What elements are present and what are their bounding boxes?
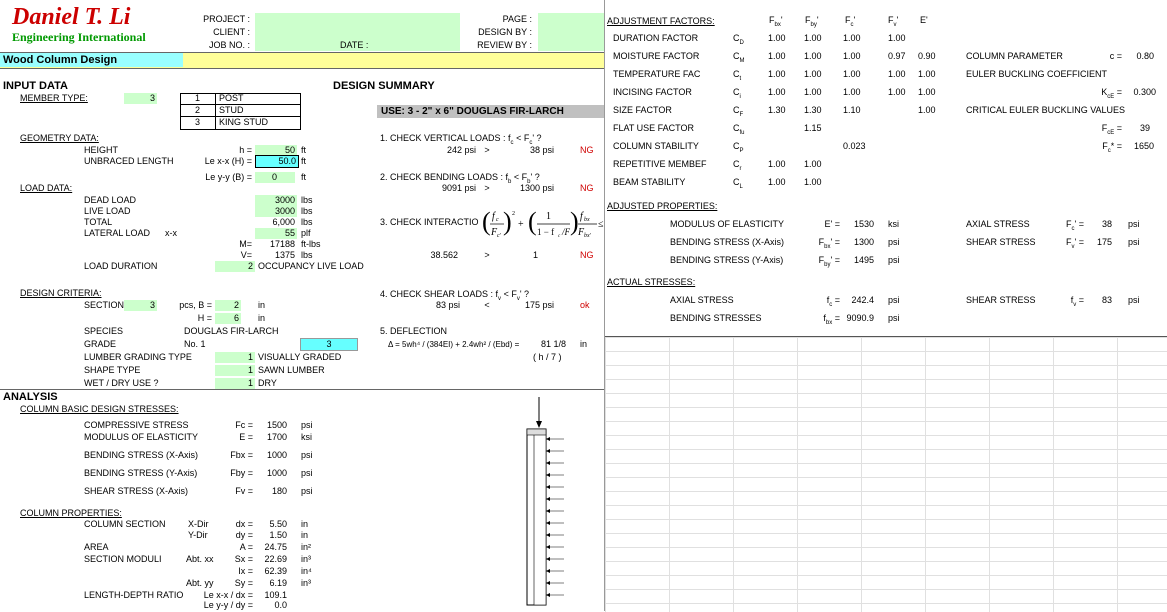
svg-text:f: f — [580, 211, 583, 222]
actual-axial-label: AXIAL STRESS — [670, 295, 734, 305]
m-sym: M= — [239, 239, 252, 249]
svg-text:1 − f: 1 − f — [537, 227, 555, 237]
check4-result: ok — [580, 300, 590, 310]
type-name-kingstud: KING STUD — [219, 117, 269, 127]
adj-row-value: 1.00 — [804, 33, 822, 43]
svg-text:bx': bx' — [584, 233, 591, 239]
adjusted-axial-label: AXIAL STRESS — [966, 219, 1030, 229]
adj-row-value: 0.97 — [888, 51, 906, 61]
wet-input[interactable]: 1 — [215, 378, 255, 389]
adjusted-label-e: MODULUS OF ELASTICITY — [670, 219, 785, 229]
adj-row-symbol: $C_{fu}$ — [733, 123, 745, 136]
b-input[interactable]: 2 — [215, 300, 241, 311]
check3-op: > — [484, 250, 490, 260]
wet-label: WET / DRY USE ? — [84, 378, 159, 388]
svg-text:f: f — [492, 211, 495, 222]
actual-shear-unit: psi — [1128, 295, 1140, 305]
sx-value: 22.69 — [264, 554, 287, 564]
check1-op: > — [484, 145, 490, 155]
dx-value: 5.50 — [269, 519, 287, 529]
euler-crit-label: CRITICAL EULER BUCKLING VALUES — [966, 105, 1126, 115]
area-label: AREA — [84, 542, 109, 552]
adj-row-value: 1.00 — [918, 87, 936, 97]
adj-row-label: DURATION FACTOR — [613, 33, 699, 43]
stress-unit-fby: psi — [301, 468, 313, 478]
adjusted-shear-label: SHEAR STRESS — [966, 237, 1036, 247]
duration-text: OCCUPANCY LIVE LOAD — [258, 261, 364, 271]
input-heading: INPUT DATA — [3, 80, 68, 92]
dx-sym: dx = — [235, 519, 253, 529]
dead-input[interactable]: 3000 — [255, 195, 297, 206]
adj-row-value: 1.00 — [804, 51, 822, 61]
check2-allow: 1300 psi — [519, 183, 554, 193]
adjusted-shear-sym: $F_v'$ = — [1066, 237, 1084, 250]
adj-col-fby: $F_{by}'$ — [805, 15, 819, 28]
adj-row-value: 1.00 — [843, 69, 861, 79]
total-value: 6,000 — [272, 217, 295, 227]
adj-row-label: COLUMN STABILITY — [613, 141, 699, 151]
adjusted-label-fbx: BENDING STRESS (X-Axis) — [670, 237, 785, 247]
live-input[interactable]: 3000 — [255, 206, 297, 217]
adjusted-axial-sym: $F_c'$ = — [1066, 219, 1084, 232]
stress-unit-fbx: psi — [301, 450, 313, 460]
adj-row-value: 1.00 — [768, 159, 786, 169]
type-name-post: POST — [219, 93, 244, 103]
check5-label: 5. DEFLECTION — [380, 326, 448, 336]
grading-label: LUMBER GRADING TYPE — [84, 352, 192, 362]
company-subtitle: Engineering International — [12, 30, 146, 44]
type-num-3: 3 — [194, 117, 200, 127]
load-label: LOAD DATA: — [20, 183, 73, 193]
lateral-axis: x-x — [165, 228, 177, 238]
column-props-label: COLUMN PROPERTIES: — [20, 508, 122, 518]
svg-text:≤: ≤ — [598, 219, 604, 230]
m-value: 17188 — [269, 239, 295, 249]
check4-op: < — [484, 300, 490, 310]
ley-unit: ft — [301, 172, 307, 182]
svg-text:c: c — [496, 217, 499, 223]
empty-grid — [605, 336, 1167, 612]
adjusted-shear-val: 175 — [1096, 237, 1112, 247]
euler-coef-label: EULER BUCKLING COEFFICIENT — [966, 69, 1108, 79]
area-value: 24.75 — [264, 542, 287, 552]
grade-label: GRADE — [84, 339, 117, 349]
check4-label: 4. CHECK SHEAR LOADS : $f_v < F_v'$ ? — [380, 289, 530, 302]
actual-bend-sym: $f_{bx}$ = — [823, 313, 840, 326]
stress-val-e: 1700 — [266, 432, 287, 442]
actual-bend-label: BENDING STRESSES — [670, 313, 762, 323]
adj-row-symbol: $C_F$ — [733, 105, 744, 118]
dy-value: 1.50 — [269, 530, 287, 540]
adjusted-sym-fby: $F_{by}'$ = — [818, 255, 840, 268]
sy-sym: Sy = — [234, 578, 253, 588]
check3-allow: 1 — [532, 250, 538, 260]
live-label: LIVE LOAD — [84, 206, 131, 216]
svg-text:bx: bx — [584, 217, 590, 223]
b-unit: in — [258, 300, 266, 310]
adj-col-fv: $F_v'$ — [888, 15, 899, 28]
adj-row-label: INCISING FACTOR — [613, 87, 692, 97]
client-label: CLIENT : — [213, 27, 250, 37]
grade-code[interactable]: 3 — [300, 338, 358, 351]
deflection-ratio: ( h / 7 ) — [533, 352, 562, 362]
adj-row-value: 0.023 — [843, 141, 866, 151]
h-input[interactable]: 6 — [215, 313, 241, 324]
sy-value: 6.19 — [269, 578, 287, 588]
dy-unit: in — [301, 530, 309, 540]
adj-row-value: 1.00 — [804, 177, 822, 187]
adj-row-symbol: $C_r$ — [733, 159, 742, 172]
stress-val-fc: 1500 — [266, 420, 287, 430]
stress-val-fv: 180 — [271, 486, 287, 496]
stress-label-fby: BENDING STRESS (Y-Axis) — [84, 468, 198, 478]
adj-row-value: 1.00 — [768, 87, 786, 97]
svg-text:(: ( — [528, 207, 537, 236]
dy-sym: dy = — [235, 530, 253, 540]
stress-sym-fby: Fby = — [230, 468, 253, 478]
section-input[interactable]: 3 — [124, 300, 157, 311]
check3-label: 3. CHECK INTERACTIO — [380, 217, 479, 227]
shape-text: SAWN LUMBER — [258, 365, 325, 375]
pcs-label: pcs, B = — [179, 300, 212, 310]
live-unit: lbs — [301, 206, 313, 216]
adj-row-value: 1.00 — [888, 87, 906, 97]
colparam-label: COLUMN PARAMETER — [966, 51, 1063, 61]
ydir-label: Y-Dir — [188, 530, 208, 540]
lex-sym: Le x-x (H) = — [204, 156, 252, 166]
grading-text: VISUALLY GRADED — [258, 352, 342, 362]
c-value: 0.80 — [1136, 51, 1154, 61]
ley-sym: Le y-y (B) = — [205, 172, 252, 182]
shape-label: SHAPE TYPE — [84, 365, 141, 375]
fce-value: 39 — [1139, 123, 1150, 133]
actual-shear-sym: $f_v$ = — [1070, 295, 1084, 308]
section-label: SECTION — [84, 300, 125, 310]
sx-unit: in³ — [301, 554, 312, 564]
lex-unit: ft — [301, 156, 307, 166]
c-sym: c = — [1109, 51, 1122, 61]
lateral-input[interactable]: 55 — [255, 228, 297, 239]
grade-value[interactable]: No. 1 — [184, 339, 206, 349]
actual-shear-val: 83 — [1101, 295, 1112, 305]
adjusted-sym-e: E' = — [824, 219, 840, 229]
adj-row-value: 1.00 — [918, 105, 936, 115]
adj-row-value: 1.00 — [843, 33, 861, 43]
adj-row-value: 1.00 — [918, 69, 936, 79]
check2-actual: 9091 psi — [441, 183, 476, 193]
h-unit: in — [258, 313, 266, 323]
total-unit: lbs — [301, 217, 313, 227]
date-label: DATE : — [340, 40, 369, 50]
ix-value: 62.39 — [264, 566, 287, 576]
ley-input[interactable]: 0 — [255, 172, 295, 183]
stress-sym-fv: Fv = — [235, 486, 253, 496]
type-num-1: 1 — [194, 93, 200, 103]
adj-col-fc: $F_c'$ — [845, 15, 856, 28]
duration-label: LOAD DURATION — [84, 261, 158, 271]
check2-result: NG — [580, 183, 594, 193]
stress-unit-fv: psi — [301, 486, 313, 496]
check1-label: 1. CHECK VERTICAL LOADS : $f_c < F_c'$ ? — [380, 133, 542, 146]
adj-row-value: 1.00 — [768, 69, 786, 79]
fce-sym: $F_{cE}$ = — [1101, 123, 1122, 136]
svg-text:(: ( — [482, 207, 491, 236]
stress-sym-fbx: Fbx = — [230, 450, 253, 460]
adjusted-sym-fbx: $F_{bx}'$ = — [818, 237, 840, 250]
dead-label: DEAD LOAD — [84, 195, 137, 205]
actual-axial-sym: $f_c$ = — [826, 295, 840, 308]
total-label: TOTAL — [84, 217, 113, 227]
page-field[interactable] — [538, 13, 604, 51]
abt-yy-label: Abt. yy — [186, 578, 214, 588]
adj-row-label: BEAM STABILITY — [613, 177, 686, 187]
check4-actual: 83 psi — [435, 300, 460, 310]
type-num-2: 2 — [194, 105, 200, 115]
adj-row-value: 1.00 — [804, 87, 822, 97]
stress-val-fby: 1000 — [266, 468, 287, 478]
type-name-stud: STUD — [219, 105, 244, 115]
analysis-heading: ANALYSIS — [3, 391, 58, 403]
adj-row-symbol: $C_M$ — [733, 51, 745, 64]
v-unit: lbs — [301, 250, 313, 260]
check2-label: 2. CHECK BENDING LOADS : $f_b < F_b'$ ? — [380, 172, 540, 185]
species-value[interactable]: DOUGLAS FIR-LARCH — [184, 326, 279, 336]
svg-text:c: c — [558, 234, 561, 239]
adj-col-fbx: $F_{bx}'$ — [769, 15, 783, 28]
basic-stress-label: COLUMN BASIC DESIGN STRESSES: — [20, 404, 179, 414]
adjusted-unit-fby: psi — [888, 255, 900, 265]
criteria-label: DESIGN CRITERIA: — [20, 288, 102, 298]
svg-text:1: 1 — [546, 211, 551, 222]
abt-xx-label: Abt. xx — [186, 554, 214, 564]
actual-bend-unit: psi — [888, 313, 900, 323]
deflection-value: 81 1/8 — [540, 339, 566, 349]
check1-actual: 242 psi — [446, 145, 476, 155]
ldy-sym: Le y-y / dy = — [203, 600, 253, 610]
check4-allow: 175 psi — [524, 300, 554, 310]
kce-sym: $K_{cE}$ = — [1101, 87, 1122, 100]
geometry-label: GEOMETRY DATA: — [20, 133, 99, 143]
adj-row-value: 1.15 — [804, 123, 822, 133]
adj-col-e: E' — [920, 15, 928, 25]
lateral-unit: plf — [301, 228, 311, 238]
grading-input[interactable]: 1 — [215, 352, 255, 363]
colsec-label: COLUMN SECTION — [84, 519, 166, 529]
area-sym: A = — [239, 542, 253, 552]
adj-row-value: 1.00 — [843, 87, 861, 97]
adjusted-unit-e: ksi — [888, 219, 899, 229]
height-unit: ft — [301, 145, 307, 155]
ldx-value: 109.1 — [264, 590, 287, 600]
svg-text:F: F — [578, 227, 585, 238]
ldx-sym: Le x-x / dx = — [203, 590, 253, 600]
dead-unit: lbs — [301, 195, 313, 205]
sy-unit: in³ — [301, 578, 312, 588]
lateral-label: LATERAL LOAD — [84, 228, 151, 238]
deflection-unit: in — [580, 339, 588, 349]
adj-row-value: 1.10 — [843, 105, 861, 115]
area-unit: in² — [301, 542, 312, 552]
ldy-value: 0.0 — [274, 600, 287, 610]
ix-unit: in⁴ — [301, 566, 312, 576]
ldr-label: LENGTH-DEPTH RATIO — [84, 590, 184, 600]
adj-row-label: REPETITIVE MEMBEF — [613, 159, 707, 169]
shape-input[interactable]: 1 — [215, 365, 255, 376]
fcs-value: 1650 — [1133, 141, 1154, 151]
check1-allow: 38 psi — [529, 145, 554, 155]
svg-text:c': c' — [497, 233, 501, 239]
member-type-input[interactable]: 3 — [124, 93, 157, 104]
v-value: 1375 — [274, 250, 295, 260]
adj-row-value: 1.00 — [768, 177, 786, 187]
adj-row-value: 1.00 — [843, 51, 861, 61]
member-type-label: MEMBER TYPE: — [20, 93, 88, 103]
adj-row-value: 1.00 — [768, 33, 786, 43]
wet-text: DRY — [258, 378, 277, 388]
designby-label: DESIGN BY : — [478, 27, 532, 37]
check3-actual: 38.562 — [430, 250, 458, 260]
stress-sym-e: E = — [239, 432, 253, 442]
actual-axial-unit: psi — [888, 295, 900, 305]
moduli-label: SECTION MODULI — [84, 554, 162, 564]
adjusted-val-e: 1530 — [853, 219, 874, 229]
ix-sym: Ix = — [238, 566, 253, 576]
m-unit: ft-lbs — [301, 239, 321, 249]
adj-row-value: 1.30 — [768, 105, 786, 115]
kce-value: 0.300 — [1133, 87, 1156, 97]
adj-row-value: 1.00 — [888, 33, 906, 43]
adjusted-axial-unit: psi — [1128, 219, 1140, 229]
adj-row-value: 1.30 — [804, 105, 822, 115]
h-sym: H = — [197, 313, 212, 323]
check2-op: > — [484, 183, 490, 193]
page-label: PAGE : — [502, 14, 532, 24]
adjusted-val-fby: 1495 — [853, 255, 874, 265]
stress-val-fbx: 1000 — [266, 450, 287, 460]
species-label: SPECIES — [84, 326, 124, 336]
adjusted-axial-val: 38 — [1101, 219, 1112, 229]
reviewby-label: REVIEW BY : — [477, 40, 532, 50]
fcs-sym: $F_c*$ = — [1102, 141, 1122, 154]
svg-text:): ) — [503, 207, 512, 236]
xdir-label: X-Dir — [188, 519, 209, 529]
actual-shear-label: SHEAR STRESS — [966, 295, 1036, 305]
unbraced-label: UNBRACED LENGTH — [84, 156, 174, 166]
svg-text:F: F — [491, 227, 498, 238]
adj-row-symbol: $C_i$ — [733, 87, 741, 100]
check3-result: NG — [580, 250, 594, 260]
actual-heading: ACTUAL STRESSES: — [607, 277, 696, 287]
svg-text:/F: /F — [562, 227, 570, 237]
stress-label-e: MODULUS OF ELASTICITY — [84, 432, 199, 442]
page-title: Wood Column Design — [0, 53, 183, 67]
adj-row-symbol: $C_D$ — [733, 33, 744, 46]
stress-label-fv: SHEAR STRESS (X-Axis) — [84, 486, 189, 496]
column-diagram — [522, 395, 572, 607]
stress-label-fbx: BENDING STRESS (X-Axis) — [84, 450, 199, 460]
adjusted-label-fby: BENDING STRESS (Y-Axis) — [670, 255, 784, 265]
dx-unit: in — [301, 519, 309, 529]
adj-row-value: 1.00 — [768, 51, 786, 61]
duration-input[interactable]: 2 — [215, 261, 255, 272]
stress-unit-fc: psi — [301, 420, 313, 430]
height-sym: h = — [239, 145, 252, 155]
adj-row-value: 1.00 — [804, 69, 822, 79]
actual-bend-val: 9090.9 — [846, 313, 874, 323]
adjusted-unit-fbx: psi — [888, 237, 900, 247]
check1-result: NG — [580, 145, 594, 155]
height-input[interactable]: 50 — [255, 145, 297, 156]
svg-text:2: 2 — [512, 211, 515, 217]
adj-row-symbol: $C_t$ — [733, 69, 742, 82]
adj-row-symbol: $C_L$ — [733, 177, 743, 190]
adj-row-label: MOISTURE FACTOR — [613, 51, 700, 61]
actual-axial-val: 242.4 — [851, 295, 874, 305]
stress-label-fc: COMPRESSIVE STRESS — [84, 420, 189, 430]
jobno-label: JOB NO. : — [208, 40, 250, 50]
adj-row-value: 1.00 — [804, 159, 822, 169]
adj-row-value: 0.90 — [918, 51, 936, 61]
adj-row-value: 1.00 — [888, 69, 906, 79]
deflection-formula: Δ = 5wh⁴ / (384EI) + 2.4wh² / (Ebd) = — [388, 340, 520, 349]
height-label: HEIGHT — [84, 145, 119, 155]
adj-row-label: FLAT USE FACTOR — [613, 123, 695, 133]
adj-row-label: TEMPERATURE FAC — [613, 69, 701, 79]
summary-heading: DESIGN SUMMARY — [333, 80, 435, 92]
svg-text:+: + — [518, 219, 524, 230]
adj-row-label: SIZE FACTOR — [613, 105, 672, 115]
adjust-heading: ADJUSTMENT FACTORS: — [607, 16, 715, 26]
adjusted-heading: ADJUSTED PROPERTIES: — [607, 201, 718, 211]
stress-unit-e: ksi — [301, 432, 312, 442]
use-banner: USE: 3 - 2" x 6" DOUGLAS FIR-LARCH — [377, 105, 604, 118]
project-label: PROJECT : — [203, 14, 250, 24]
adj-row-symbol: $C_P$ — [733, 141, 744, 154]
adjusted-shear-unit: psi — [1128, 237, 1140, 247]
svg-text:): ) — [570, 207, 579, 236]
sx-sym: Sx = — [234, 554, 253, 564]
stress-sym-fc: Fc = — [235, 420, 253, 430]
lex-input[interactable]: 50.0 — [255, 155, 299, 168]
interaction-formula — [482, 205, 604, 241]
company-name: Daniel T. Li — [12, 4, 131, 30]
adjusted-val-fbx: 1300 — [853, 237, 874, 247]
v-sym: V= — [240, 250, 252, 260]
